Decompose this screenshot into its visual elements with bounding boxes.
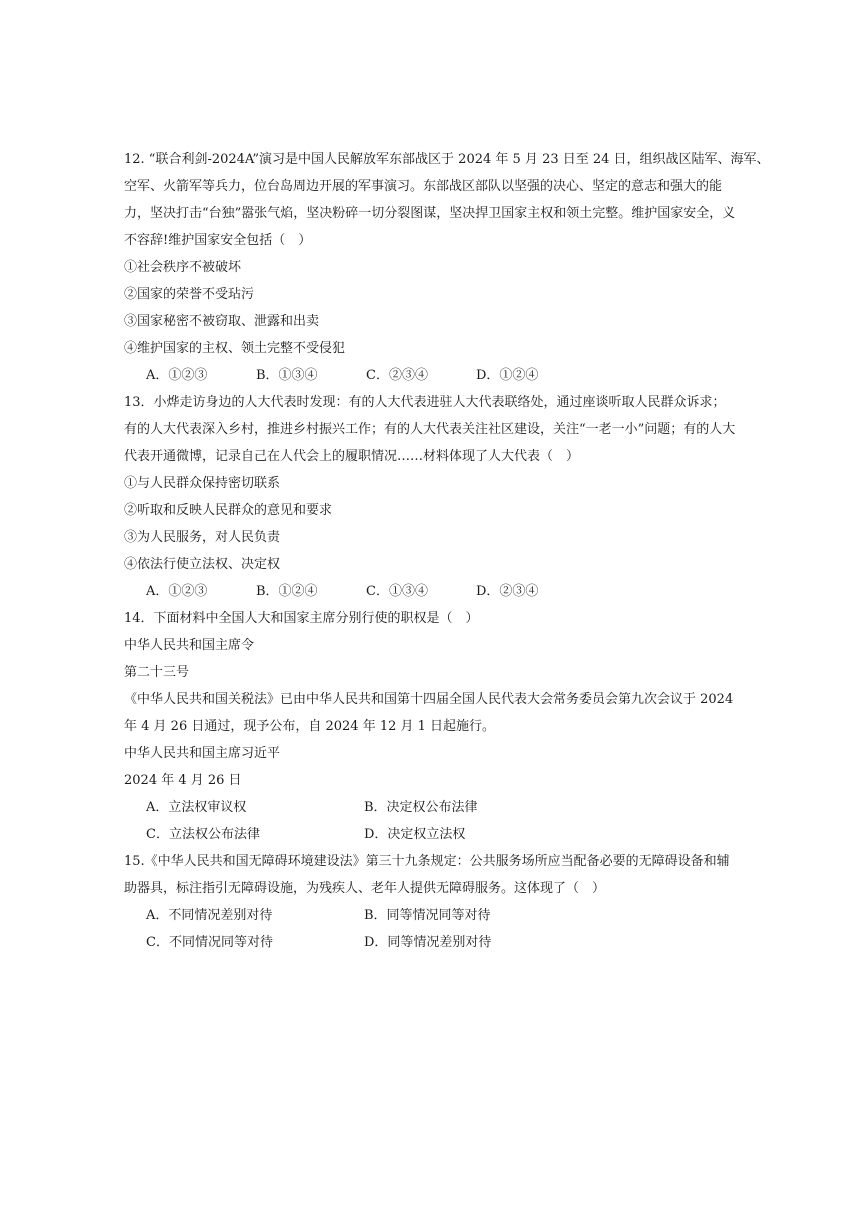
- question-14-stem-line: 14．下面材料中全国人大和国家主席分别行使的职权是（ ）: [124, 611, 479, 626]
- option-a: A．①②③: [146, 368, 208, 383]
- option-d: D．②③④: [476, 584, 539, 599]
- option-a: A．立法权审议权: [146, 800, 247, 815]
- question-content: [124, 146, 770, 956]
- question-14-material-line: 中华人民共和国主席令: [124, 638, 255, 653]
- option-c: C．②③④: [366, 368, 428, 383]
- question-13-item: ④依法行使立法权、决定权: [124, 557, 281, 572]
- option-d: D．同等情况差别对待: [364, 935, 492, 950]
- option-d: D．①②④: [476, 368, 539, 383]
- question-12-item: ②国家的荣誉不受玷污: [124, 287, 255, 302]
- option-a: A．不同情况差别对待: [146, 908, 273, 923]
- question-13-stem-line: 13．小烨走访身边的人大代表时发现：有的人大代表进驻人大代表联络处，通过座谈听取人民群众诉求；: [124, 395, 726, 410]
- question-12-item: ④维护国家的主权、领土完整不受侵犯: [124, 341, 346, 356]
- option-b: B．同等情况同等对待: [364, 908, 491, 923]
- option-c: C．立法权公布法律: [146, 827, 260, 842]
- question-12-stem-line: 力，坚决打击“台独”嚣张气焰，坚决粉碎一切分裂图谋，坚决捍卫国家主权和领土完整。维护国家安全，义: [124, 206, 736, 221]
- question-14-material-line: 第二十三号: [124, 665, 190, 680]
- question-14-material-line: 年 4 月 26 日通过，现予公布，自 2024 年 12 月 1 日起施行。: [124, 719, 496, 734]
- option-d: D．决定权立法权: [364, 827, 466, 842]
- question-12-stem-line: 12. “联合利剑-2024A”演习是中国人民解放军东部战区于 2024 年 5 月 23 日至 24 日，组织战区陆军、海军、: [124, 152, 770, 167]
- option-b: B．①③④: [256, 368, 318, 383]
- question-13-stem-line: 代表开通微博，记录自己在人代会上的履职情况……材料体现了人大代表（ ）: [124, 449, 580, 464]
- question-13-stem-line: 有的人大代表深入乡村，推进乡村振兴工作；有的人大代表关注社区建设，关注“一老一小”问题；有的人大: [124, 422, 736, 437]
- question-14-material-line: 《中华人民共和国关税法》已由中华人民共和国第十四届全国人民代表大会常务委员会第九次会议于 2024: [124, 692, 734, 707]
- question-12-options: [124, 362, 724, 389]
- option-b: B．决定权公布法律: [364, 800, 478, 815]
- question-15-options-row: [124, 902, 724, 929]
- question-12-stem-line: 空军、火箭军等兵力，位台岛周边开展的军事演习。东部战区部队以坚强的决心、坚定的意志和强大的能: [124, 179, 723, 194]
- question-13-item: ②听取和反映人民群众的意见和要求: [124, 503, 333, 518]
- option-b: B．①②④: [256, 584, 318, 599]
- option-c: C．不同情况同等对待: [146, 935, 273, 950]
- option-a: A．①②③: [146, 584, 208, 599]
- question-13-item: ①与人民群众保持密切联系: [124, 476, 281, 491]
- question-14: [124, 605, 734, 848]
- question-14-options-row: [124, 821, 724, 848]
- question-12-item: ③国家秘密不被窃取、泄露和出卖: [124, 314, 320, 329]
- question-13: [124, 389, 736, 605]
- question-14-material-line: 中华人民共和国主席习近平: [124, 746, 281, 761]
- question-12-stem-line: 不容辞!维护国家安全包括（ ）: [124, 233, 312, 248]
- question-13-options: [124, 578, 724, 605]
- question-13-item: ③为人民服务，对人民负责: [124, 530, 281, 545]
- option-c: C．①③④: [366, 584, 428, 599]
- question-15-options-row: [124, 929, 724, 956]
- question-12: [124, 146, 770, 389]
- question-15: [124, 848, 730, 956]
- question-12-item: ①社会秩序不被破坏: [124, 260, 242, 275]
- question-15-stem-line: 15.《中华人民共和国无障碍环境建设法》第三十九条规定：公共服务场所应当配备必要的无障碍设备和辅: [124, 854, 730, 869]
- question-14-material-line: 2024 年 4 月 26 日: [124, 773, 242, 788]
- question-14-options-row: [124, 794, 724, 821]
- question-15-stem-line: 助器具，标注指引无障碍设施，为残疾人、老年人提供无障碍服务。这体现了（ ）: [124, 881, 606, 896]
